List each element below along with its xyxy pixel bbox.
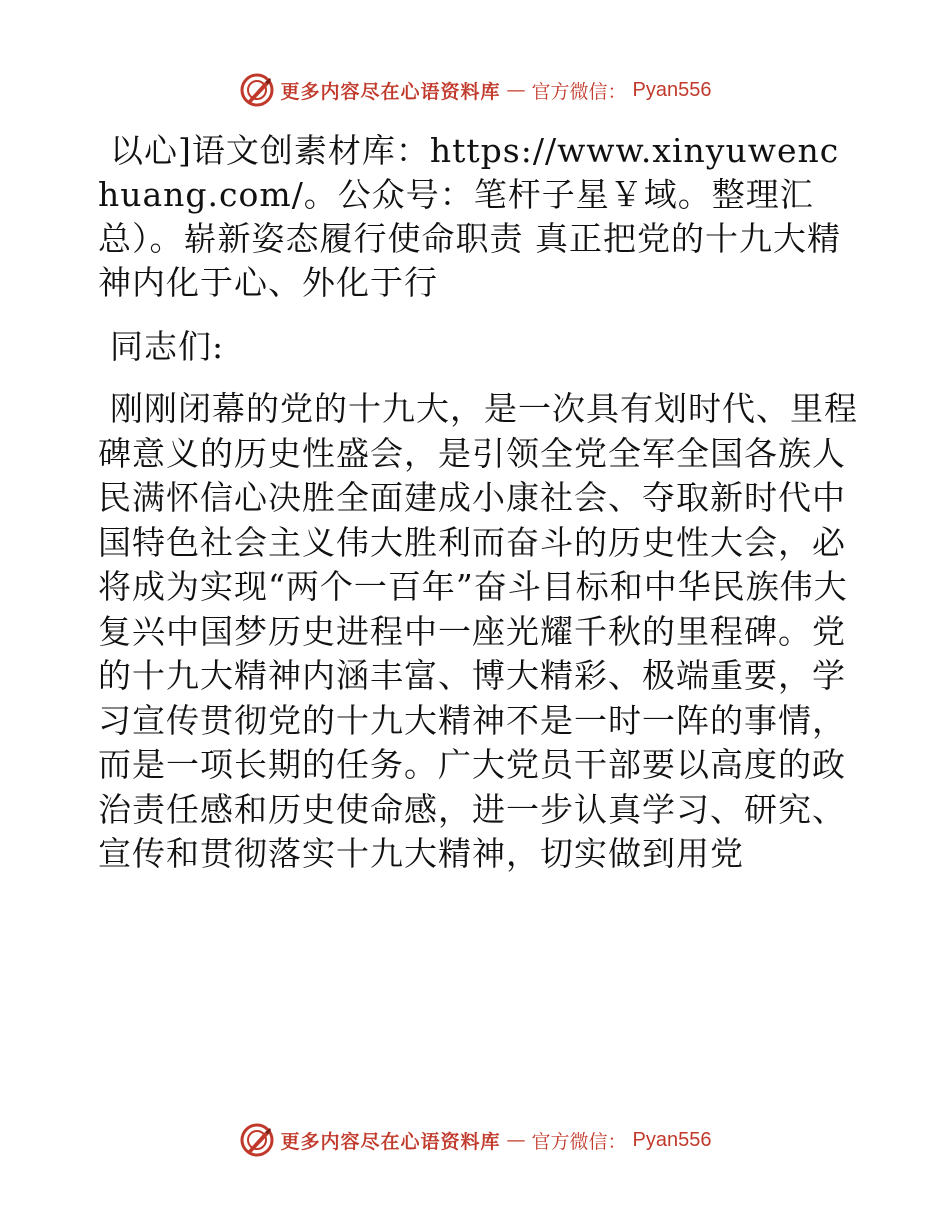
footer-banner	[0, 1120, 950, 1160]
banner-contact-label: 官方微信：	[531, 80, 627, 103]
intro-paragraph	[98, 121, 858, 305]
intro-text: 以心]语文创素材库：https://www.xinyuwenchuang.com/。公众号：笔杆子星￥域。整理汇总）。崭新姿态履行使命职责 真正把党的十九大精神内化于心、外化于行	[98, 131, 841, 302]
banner-wechat-handle: Pyan556	[632, 1128, 712, 1151]
banner-text: 更多内容尽在心语资料库	[280, 1130, 501, 1153]
banner-separator: —	[506, 1129, 526, 1151]
brand-logo-icon	[239, 1122, 275, 1158]
header-banner	[0, 70, 950, 110]
banner-text: 更多内容尽在心语资料库	[280, 80, 501, 103]
banner-wechat-handle: Pyan556	[632, 78, 712, 101]
body-paragraph	[98, 387, 858, 877]
banner-contact-label: 官方微信：	[531, 1130, 627, 1153]
body-paragraph-text: 刚刚闭幕的党的十九大，是一次具有划时代、里程碑意义的历史性盛会，是引领全党全军全国各族人民满怀信心决胜全面建成小康社会、夺取新时代中国特色社会主义伟大胜利而奋斗的历史性大会，必将成为实现“两个一百年”奋斗目标和中华民族伟大复兴中国梦历史进程中一座光耀千秋的里程碑。党的十九大精神内涵丰富、博大精彩、极端重要，学习宣传贯彻党的十九大精神不是一时一阵的事情，而是一项长期的任务。广大党员干部要以高度的政治责任感和历史使命感，进一步认真学习、研究、宣传和贯彻落实十九大精神，切实做到用党	[98, 389, 858, 873]
greeting: 同志们:	[110, 327, 225, 366]
banner-separator: —	[506, 79, 526, 101]
document-body	[98, 121, 858, 877]
brand-logo-icon	[239, 72, 275, 108]
